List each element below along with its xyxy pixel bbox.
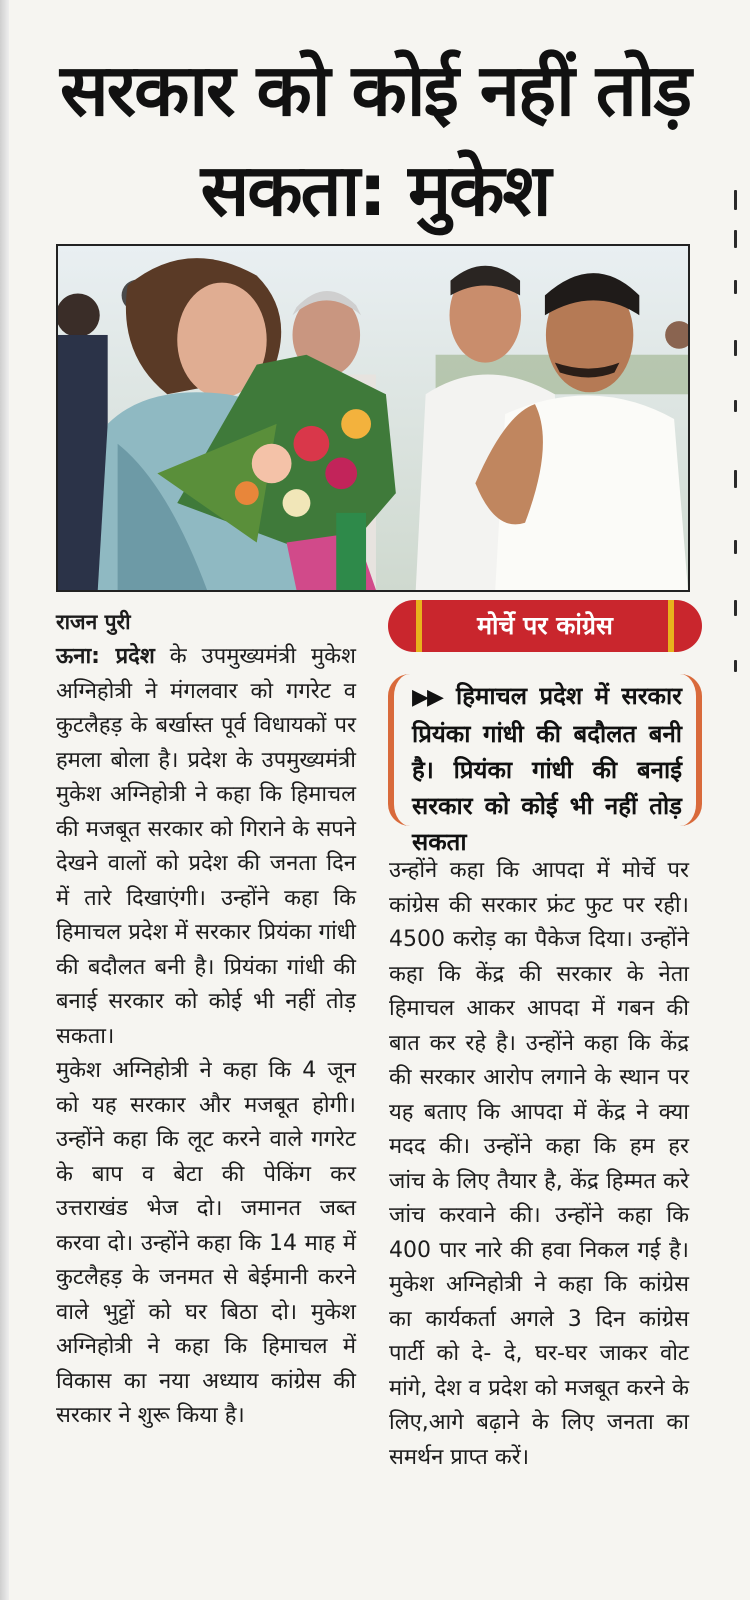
- byline: राजन पुरी: [56, 610, 131, 634]
- page-fold-shadow: [0, 0, 9, 1600]
- paragraph-3: उन्होंने कहा कि आपदा में मोर्चे पर कांग्रेस की सरकार फ्रंट फुट पर रही। 4500 करोड़ का पैकेज दिया। उन्होंने कहा कि केंद्र की सरकार के नेता हिमाचल आकर आपदा में गबन की बात कर रहे है। उन्होंने कहा कि केंद्र की सरकार आरोप लगाने के स्थान पर यह बताए कि आपदा में केंद्र ने क्या मदद की। उन्होंने कहा कि हम हर जांच के लिए तैयार है, केंद्र हिम्मत करे जांच करवाने की। उन्होंने कहा कि 400 पार नारे की हवा निकल गई है। मुकेश अग्निहोत्री ने कहा कि कांग्रेस का कार्यकर्ता अगले 3 दिन कांग्रेस पार्टी को दे- दे, घर-घर जाकर वोट मांगे, देश व प्रदेश को मजबूत करने के लिए,आगे बढ़ाने के लिए जनता का समर्थन प्राप्त करें।: [389, 858, 689, 1470]
- pull-quote-text-block: [412, 678, 682, 860]
- news-photo: [56, 244, 690, 592]
- section-banner-label: मोर्चे पर कांग्रेस: [416, 600, 674, 652]
- headline-line-2: सकता: मुकेश: [200, 148, 550, 232]
- adjacent-column-edge: [728, 0, 750, 1600]
- dateline: ऊना: प्रदेश: [56, 644, 155, 669]
- pull-quote: [388, 674, 702, 856]
- headline-line-1: सरकार को कोई नहीं तोड़: [59, 48, 691, 132]
- headline: [40, 40, 710, 240]
- paragraph-1: [56, 640, 356, 1054]
- photo-illustration: [58, 246, 688, 590]
- double-arrow-icon: ▶▶: [412, 685, 443, 710]
- article-column-left: [56, 640, 356, 1434]
- article-column-right: [389, 854, 689, 1475]
- paragraph-2: मुकेश अग्निहोत्री ने कहा कि 4 जून को यह सरकार और मजबूत होगी। उन्होंने कहा कि लूट करने वाले गगरेट के बाप व बेटा की पेकिंग कर उत्तराखंड भेज दो। जमानत जब्त करवा दो। उन्होंने कहा कि 14 माह में कुटलैहड़ के जनमत से बेईमानी करने वाले भुट्टों को घर बिठा दो। मुकेश अग्निहोत्री ने कहा कि हिमाचल में विकास का नया अध्याय कांग्रेस की सरकार ने शुरू किया है।: [56, 1058, 356, 1428]
- paragraph-1-text: के उपमुख्यमंत्री मुकेश अग्निहोत्री ने मंगलवार को गगरेट व कुटलैहड़ के बर्खास्त पूर्व विधायकों पर हमला बोला है। प्रदेश के उपमुख्यमंत्री मुकेश अग्निहोत्री ने कहा कि हिमाचल की मजबूत सरकार को गिराने के सपने देखने वालों को प्रदेश की जनता दिन में तारे दिखाएंगी। उन्होंने कहा कि हिमाचल प्रदेश में सरकार प्रियंका गांधी की बदौलत बनी है। प्रियंका गांधी की बनाई सरकार को कोई भी नहीं तोड़ सकता।: [56, 644, 357, 1049]
- pull-quote-text: हिमाचल प्रदेश में सरकार प्रियंका गांधी की बदौलत बनी है। प्रियंका गांधी की बनाई सरकार को कोई भी नहीं तोड़ सकता: [412, 682, 682, 856]
- section-banner: [388, 600, 702, 652]
